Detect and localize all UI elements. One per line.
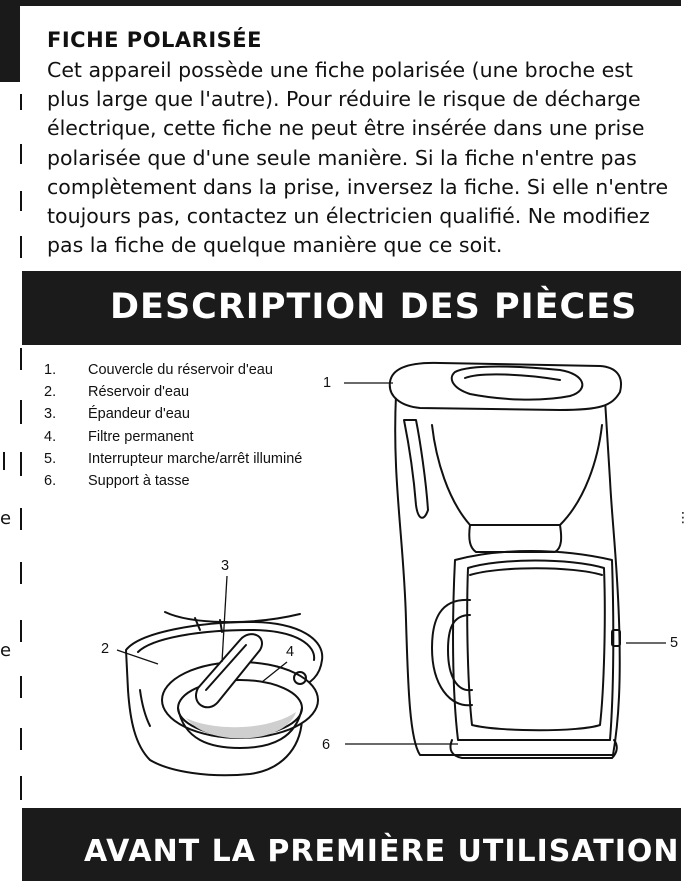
margin-mark: ⋮ — [676, 510, 690, 526]
item-label: Réservoir d'eau — [88, 384, 190, 401]
item-number: 1. — [44, 362, 57, 378]
item-number: 4. — [44, 428, 57, 445]
item-label: Épandeur d'eau — [88, 406, 190, 423]
paragraph-line: pas la fiche de quelque manière que ce soit. — [47, 233, 503, 258]
margin-letter: e — [0, 508, 12, 529]
callout-2: 2 — [101, 641, 110, 657]
section-banner-before-first-use — [22, 808, 681, 881]
item-label: Interrupteur marche/arrêt illuminé — [88, 450, 303, 467]
margin-letter: e — [0, 640, 12, 661]
item-label: Couvercle du réservoir d'eau — [88, 362, 273, 378]
item-label: Filtre permanent — [88, 428, 194, 445]
paragraph-line: plus large que l'autre). Pour réduire le risque de décharge — [47, 87, 641, 112]
paragraph-line: complètement dans la prise, inversez la fiche. Si elle n'entre — [47, 174, 669, 199]
callout-5: 5 — [670, 635, 679, 651]
callout-3: 3 — [221, 558, 230, 574]
paragraph-line: Cet appareil possède une fiche polarisée (une broche est — [47, 58, 633, 82]
paragraph-line: toujours pas, contactez un électricien qualifié. Ne modifiez — [47, 204, 650, 229]
paragraph-line: polarisée que d'une seule manière. Si la fiche n'entre pas — [47, 145, 637, 170]
item-number: 6. — [44, 472, 57, 489]
paragraph-line: électrique, cette fiche ne peut être insérée dans une prise — [47, 116, 645, 141]
item-number: 5. — [44, 450, 57, 467]
callout-4: 4 — [286, 644, 295, 660]
section-title: AVANT LA PREMIÈRE UTILISATION — [84, 834, 680, 869]
section-title: DESCRIPTION DES PIÈCES — [110, 287, 638, 327]
item-number: 2. — [44, 384, 57, 401]
callout-6: 6 — [322, 737, 331, 753]
item-number: 3. — [44, 406, 57, 423]
item-label: Support à tasse — [88, 472, 190, 489]
polarized-plug-heading: FICHE POLARISÉE — [47, 28, 262, 52]
callout-1: 1 — [323, 375, 332, 391]
